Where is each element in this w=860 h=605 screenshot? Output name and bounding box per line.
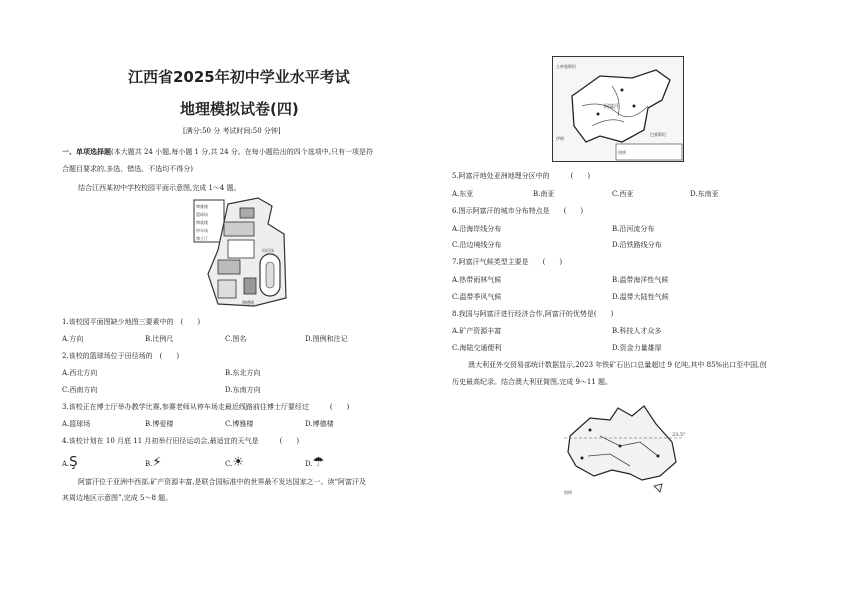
q7-option-a[interactable]: A.热带雨林气候 [452, 276, 502, 284]
building-boai [218, 260, 240, 274]
map1-label: 伊朗 [556, 136, 564, 141]
q1-option-c[interactable]: C.图名 [225, 335, 247, 343]
q8-option-d[interactable]: D.资金力量雄厚 [612, 344, 662, 352]
q5-option-d[interactable]: D.东南亚 [690, 190, 719, 198]
basketball-court [228, 240, 254, 258]
exam-meta: [满分:50 分 考试时间:50 分钟] [183, 127, 281, 135]
q5-option-b[interactable]: B.南亚 [533, 190, 555, 198]
intro-afghanistan-2: 其周边地区示意图”,完成 5～8 题。 [62, 494, 173, 502]
q1-option-b[interactable]: B.比例尺 [145, 335, 174, 343]
doctor-hall [240, 208, 254, 218]
q2-option-c[interactable]: C.西南方向 [62, 386, 98, 394]
q1-option-a[interactable]: A.方向 [62, 335, 84, 343]
intro-afghanistan-1: 阿富汗位于亚洲中西部,矿产资源丰富,是联合国标准中的世界最不发达国家之一。读“阿富汗及 [78, 478, 367, 486]
tropic-label: 23.5° [672, 432, 686, 438]
q3-option-c[interactable]: C.博雅楼 [225, 420, 254, 428]
map1-label: 土库曼斯坦 [556, 64, 576, 69]
building-boya [224, 222, 254, 236]
section-note: (本大题共 24 小题,每小题 1 分,共 24 分。在每小题给出的四个选项中,只有一项是符 [111, 148, 374, 156]
q4-option-d[interactable]: D.☂ [305, 455, 325, 470]
map1-label: 阿富汗 [604, 104, 620, 110]
intro-australia-2: 历史最高纪录。结合澳大利亚简图,完成 9～11 题。 [452, 378, 613, 386]
campus-label: 博雅楼 [196, 204, 208, 209]
q6-option-b[interactable]: B.沿河流分布 [612, 225, 655, 233]
q4-option-c[interactable]: C.☀ [225, 455, 244, 470]
question-4: 4.该校计划在 10 月底 11 月初举行田径运动会,最适宜的天气是 ( ) [62, 437, 300, 445]
map1-label: 巴基斯坦 [650, 132, 666, 137]
campus-map-figure [188, 194, 292, 312]
exam-subtitle: 地理模拟试卷(四) [180, 100, 299, 118]
question-6: 6.图示阿富汗的城市分布特点是 ( ) [452, 207, 584, 215]
parking-lot [218, 280, 236, 298]
campus-label: 停车场 [196, 228, 208, 233]
q6-option-c[interactable]: C.沿边境线分布 [452, 241, 502, 249]
intro-campus: 结合江西某初中学校校园平面示意图,完成 1～4 题。 [78, 184, 241, 192]
section-title: 一、单项选择题 [62, 147, 111, 156]
question-2: 2.该校的篮球场位于田径场的 ( ) [62, 352, 180, 360]
q2-option-b[interactable]: B.东北方向 [225, 369, 261, 377]
q6-option-a[interactable]: A.沿海岸线分布 [452, 225, 502, 233]
campus-label: 博士厅 [196, 236, 208, 241]
heavy-rain-icon: ☂ [312, 455, 325, 470]
question-1: 1.该校园平面图缺少地图三要素中的 ( ) [62, 318, 201, 326]
q5-option-a[interactable]: A.东亚 [452, 190, 474, 198]
sandstorm-icon: Ş [69, 455, 78, 470]
australia-map-figure [560, 396, 690, 498]
q2-option-a[interactable]: A.西北方向 [62, 369, 98, 377]
q1-option-d[interactable]: D.图例和注记 [305, 335, 348, 343]
intro-australia-1: 澳大利亚外交贸易部统计数据显示,2023 年铁矿石出口总量超过 9 亿吨,其中 85%出口至中国,创 [468, 361, 767, 369]
afghanistan-map-figure [552, 56, 684, 162]
q8-option-b[interactable]: B.科技人才众多 [612, 327, 662, 335]
sunny-icon: ☀ [232, 455, 244, 470]
building-bode [244, 278, 256, 294]
campus-label: 田径场 [262, 248, 274, 253]
question-8: 8.我国与阿富汗进行经济合作,阿富汗的优势是( ) [452, 310, 614, 318]
q7-option-c[interactable]: C.温带季风气候 [452, 293, 502, 301]
q4-option-b[interactable]: B.⚡ [145, 455, 162, 470]
question-7: 7.阿富汗气候类型主要是 ( ) [452, 258, 563, 266]
map1-label: 图例 [618, 150, 626, 155]
q8-option-c[interactable]: C.海陆交通便利 [452, 344, 502, 352]
q7-option-d[interactable]: D.温带大陆性气候 [612, 293, 669, 301]
q6-option-d[interactable]: D.沿铁路线分布 [612, 241, 662, 249]
q7-option-b[interactable]: B.温带海洋性气候 [612, 276, 669, 284]
q3-option-d[interactable]: D.博德楼 [305, 420, 334, 428]
exam-title: 江西省2025年初中学业水平考试 [128, 68, 350, 86]
campus-label: 博德楼 [242, 300, 254, 305]
q3-option-b[interactable]: B.博爱楼 [145, 420, 174, 428]
q8-option-a[interactable]: A.矿产资源丰富 [452, 327, 502, 335]
question-5: 5.阿富汗地处亚洲地理分区中的 ( ) [452, 172, 591, 180]
section-note-2: 合题目要求的,多选、错选、不选均不得分) [62, 165, 193, 173]
thunderstorm-icon: ⚡ [152, 455, 162, 470]
q3-option-a[interactable]: A.篮球场 [62, 420, 91, 428]
question-3: 3.该校正在博士厅举办教学比赛,参赛老师从停车场走最近线路前往博士厅要经过 ( ) [62, 403, 350, 411]
q5-option-c[interactable]: C.西亚 [612, 190, 634, 198]
campus-label: 篮球场 [196, 212, 208, 217]
section-header [62, 147, 373, 157]
q2-option-d[interactable]: D.东南方向 [225, 386, 261, 394]
map2-legend: 图例 [564, 490, 572, 495]
campus-label: 博爱楼 [196, 220, 208, 225]
q4-option-a[interactable]: A.Ş [62, 455, 78, 470]
